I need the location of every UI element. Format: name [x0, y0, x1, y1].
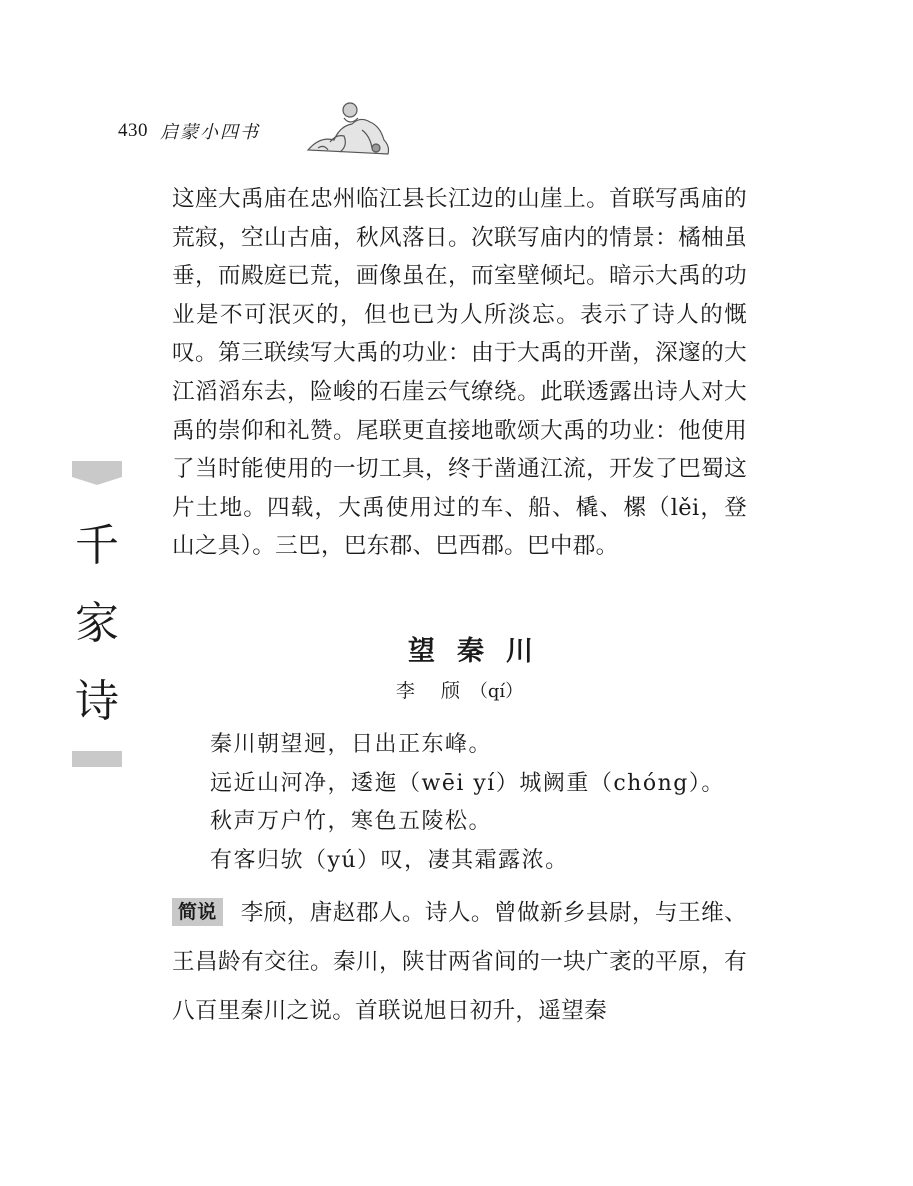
side-section-tab: [72, 461, 122, 767]
book-title: 启蒙小四书: [160, 122, 260, 143]
poem-author-pinyin: （qí）: [469, 681, 524, 702]
commentary: [172, 889, 747, 1036]
main-text: [172, 180, 747, 566]
side-tab-top-bar: [72, 461, 122, 477]
commentary-text: 李颀，唐赵郡人。诗人。曾做新乡县尉，与王维、王昌龄有交往。秦川，陕甘两省间的一块广袤的平原，有八百里秦川之说。首联说旭日初升，遥望秦: [172, 900, 747, 1024]
side-tab-title: [72, 507, 122, 741]
commentary-label: 简说: [172, 898, 223, 926]
poem-author-name: 李 颀: [395, 680, 470, 702]
header-illustration: [300, 96, 394, 158]
side-tab-char: 家: [75, 598, 119, 649]
poem-line: 有客归欤（yú）叹，凄其霜露浓。: [210, 847, 569, 873]
side-tab-bottom-bar: [72, 751, 122, 767]
poem-line: 秋声万户竹，寒色五陵松。: [210, 809, 493, 835]
poem-title: 望秦川: [408, 636, 555, 667]
main-paragraph: 这座大禹庙在忠州临江县长江边的山崖上。首联写禹庙的荒寂，空山古庙，秋风落日。次联写庙内的情景：橘柚虽垂，而殿庭已荒，画像虽在，而室壁倾圮。暗示大禹的功业是不可泯灭的，但也已为人所淡忘。表示了诗人的慨叹。第三联续写大禹的功业：由于大禹的开凿，深邃的大江滔滔东去，险峻的石崖云气缭绕。此联透露出诗人对大禹的崇仰和礼赞。尾联更直接地歌颂大禹的功业：他使用了当时能使用的一切工具，终于凿通江流，开发了巴蜀这片土地。四载，大禹使用过的车、船、橇、樏（lěi，登山之具）。三巴，巴东郡、巴西郡。巴中郡。: [172, 186, 747, 560]
page-number: 430: [118, 120, 148, 141]
side-tab-char: 诗: [75, 676, 119, 727]
commentary-paragraph: [172, 889, 747, 1036]
side-tab-char: 千: [75, 520, 119, 571]
poem-body: [210, 726, 725, 880]
poem-line: 远近山河净，逶迤（wēi yí）城阙重（chóng）。: [210, 770, 725, 796]
page-header: [118, 118, 260, 144]
poem-line: 秦川朝望迥，日出正东峰。: [210, 732, 493, 757]
poem-author: [172, 676, 747, 703]
